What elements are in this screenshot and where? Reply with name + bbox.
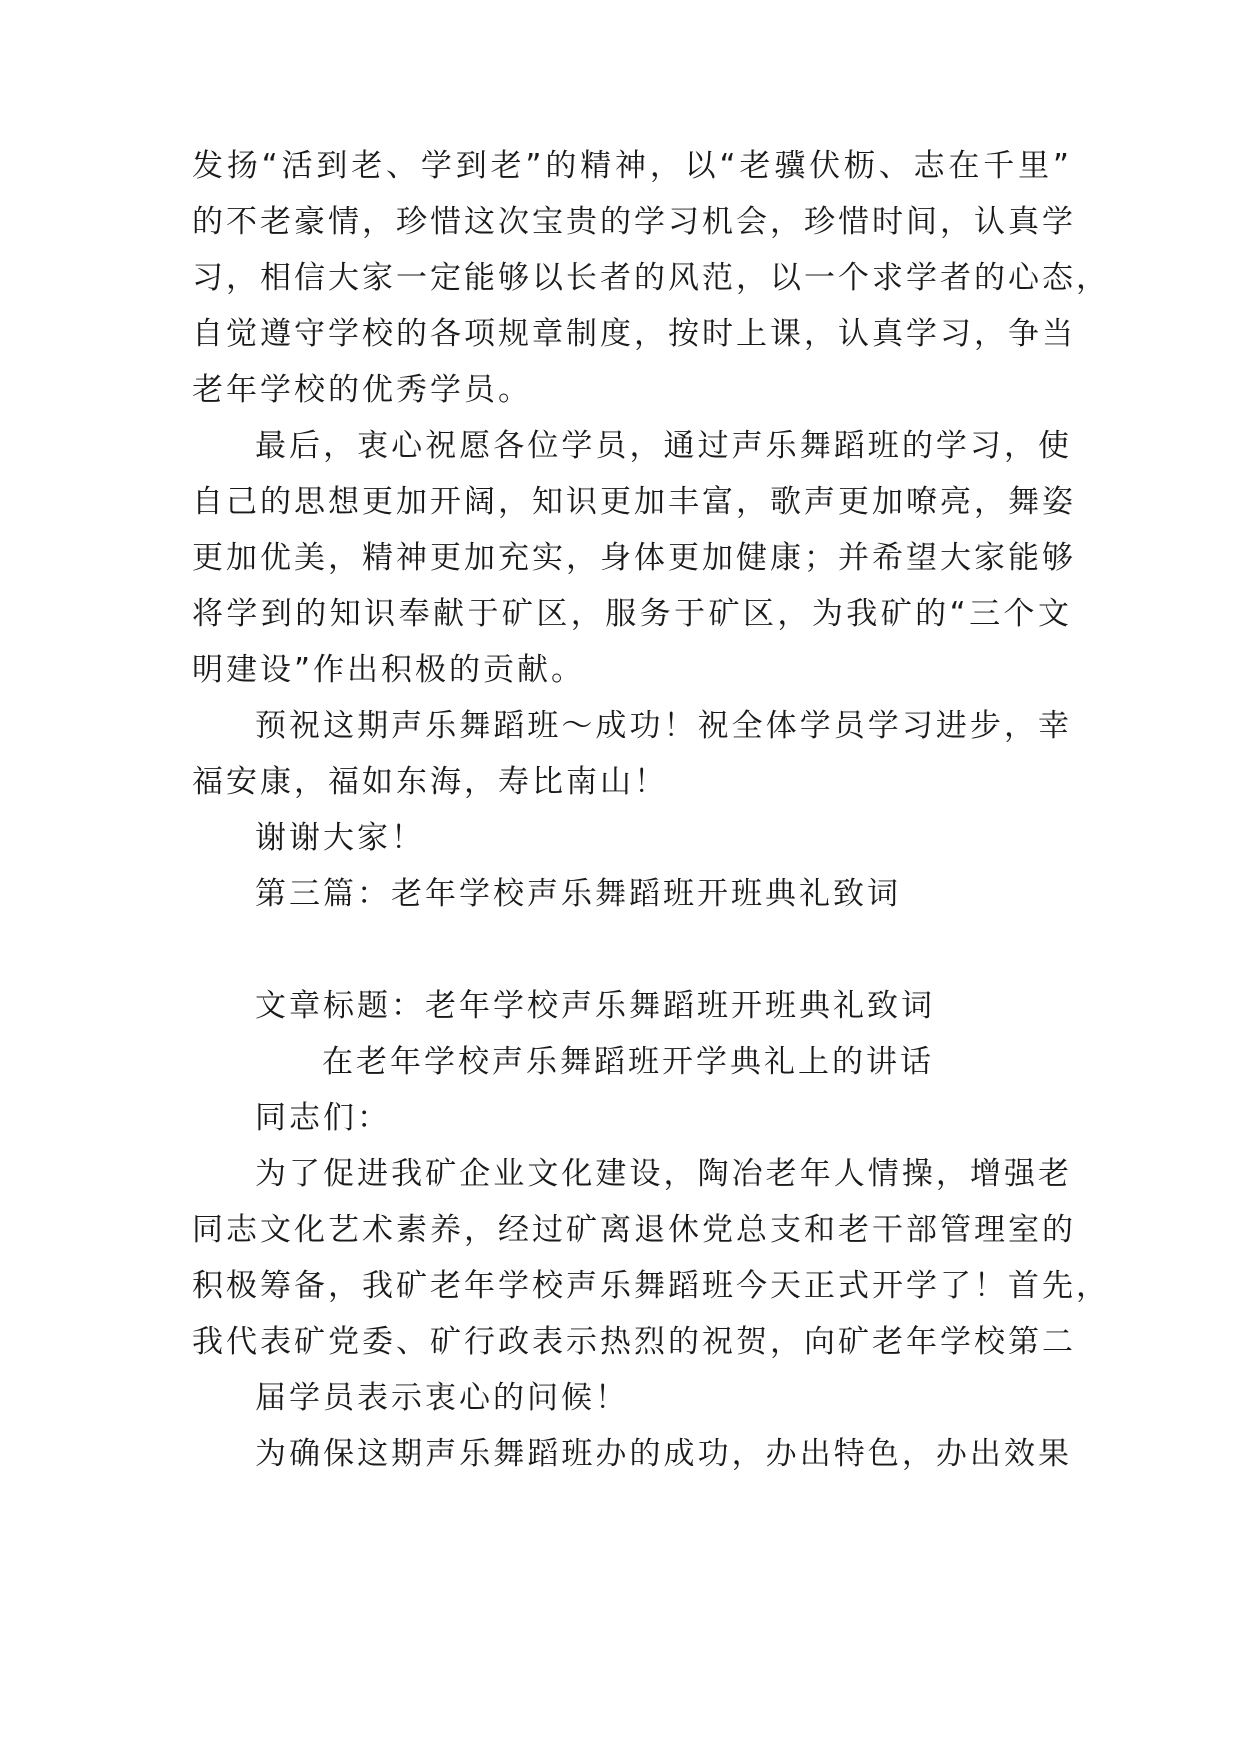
salutation: 同志们： <box>255 1100 391 1136</box>
text-line: 发扬“活到老、学到老”的精神，以“老骥伏枥、志在千里” <box>192 148 1072 184</box>
text-line: 自己的思想更加开阔，知识更加丰富，歌声更加嘹亮，舞姿 <box>192 484 1076 520</box>
text-line: 谢谢大家！ <box>255 820 425 856</box>
speech-title: 在老年学校声乐舞蹈班开学典礼上的讲话 <box>322 1044 934 1080</box>
text-line: 明建设”作出积极的贡献。 <box>192 652 586 688</box>
text-line: 更加优美，精神更加充实，身体更加健康；并希望大家能够 <box>192 540 1076 576</box>
text-line: 习，相信大家一定能够以长者的风范，以一个求学者的心态， <box>192 260 1110 296</box>
article-title: 文章标题：老年学校声乐舞蹈班开班典礼致词 <box>255 988 935 1024</box>
section-heading: 第三篇：老年学校声乐舞蹈班开班典礼致词 <box>255 876 901 912</box>
text-line: 的不老豪情，珍惜这次宝贵的学习机会，珍惜时间，认真学 <box>192 204 1076 240</box>
text-line: 积极筹备，我矿老年学校声乐舞蹈班今天正式开学了！首先， <box>192 1268 1110 1304</box>
text-line: 我代表矿党委、矿行政表示热烈的祝贺，向矿老年学校第二 <box>192 1324 1076 1360</box>
text-line: 福安康，福如东海，寿比南山！ <box>192 764 668 800</box>
text-line: 最后，衷心祝愿各位学员，通过声乐舞蹈班的学习，使 <box>255 428 1072 464</box>
text-line: 预祝这期声乐舞蹈班～成功！祝全体学员学习进步，幸 <box>255 708 1072 744</box>
text-line: 届学员表示衷心的问候！ <box>255 1380 629 1416</box>
text-line: 将学到的知识奉献于矿区，服务于矿区，为我矿的“三个文 <box>192 596 1072 632</box>
text-line: 同志文化艺术素养，经过矿离退休党总支和老干部管理室的 <box>192 1212 1076 1248</box>
text-line: 为了促进我矿企业文化建设，陶冶老年人情操，增强老 <box>255 1156 1072 1192</box>
text-line: 为确保这期声乐舞蹈班办的成功，办出特色，办出效果 <box>255 1436 1072 1472</box>
text-line: 自觉遵守学校的各项规章制度，按时上课，认真学习，争当 <box>192 316 1076 352</box>
text-line: 老年学校的优秀学员。 <box>192 372 532 408</box>
